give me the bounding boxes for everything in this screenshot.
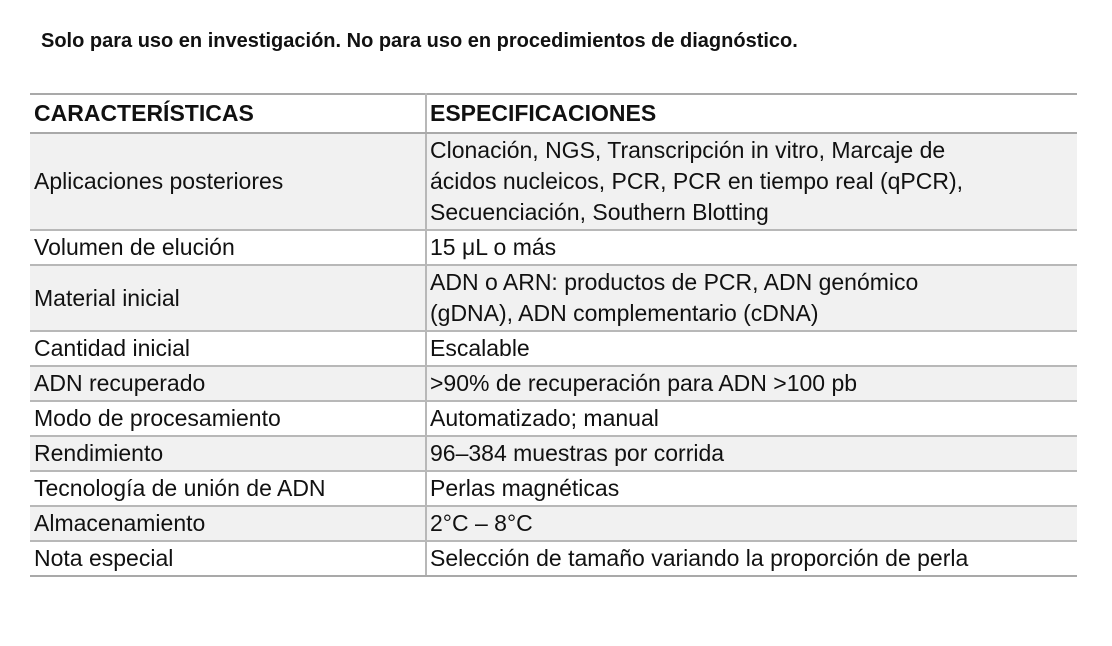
spec-cell	[426, 331, 1077, 366]
spec-cell	[426, 133, 1077, 230]
spec-line: ADN o ARN: productos de PCR, ADN genómico	[430, 269, 919, 295]
table-row	[30, 401, 1077, 436]
feature-cell: Nota especial	[30, 541, 426, 576]
table-row	[30, 541, 1077, 576]
table-row	[30, 471, 1077, 506]
feature-cell: Volumen de elución	[30, 230, 426, 265]
table-row	[30, 506, 1077, 541]
table-row	[30, 366, 1077, 401]
spec-line: 96–384 muestras por corrida	[430, 440, 725, 466]
disclaimer-text: Solo para uso en investigación. No para uso en procedimientos de diagnóstico.	[41, 30, 798, 52]
header-characteristics: CARACTERÍSTICAS	[30, 94, 426, 133]
feature-cell: Aplicaciones posteriores	[30, 133, 426, 230]
feature-cell: Almacenamiento	[30, 506, 426, 541]
spec-cell	[426, 230, 1077, 265]
table-row	[30, 230, 1077, 265]
spec-cell	[426, 506, 1077, 541]
feature-cell: Material inicial	[30, 265, 426, 331]
spec-line: 15 μL o más	[430, 234, 557, 260]
feature-cell: Modo de procesamiento	[30, 401, 426, 436]
feature-cell: Rendimiento	[30, 436, 426, 471]
spec-line: 2°C – 8°C	[430, 510, 533, 536]
spec-line: Clonación, NGS, Transcripción in vitro, Marcaje de	[430, 137, 946, 163]
spec-line: ácidos nucleicos, PCR, PCR en tiempo real (qPCR),	[430, 168, 964, 194]
header-specifications: ESPECIFICACIONES	[426, 94, 1077, 133]
table-row	[30, 331, 1077, 366]
spec-cell	[426, 471, 1077, 506]
spec-line: Selección de tamaño variando la proporción de perla	[430, 545, 969, 571]
spec-cell	[426, 366, 1077, 401]
spec-line: Secuenciación, Southern Blotting	[430, 199, 769, 225]
table-row	[30, 436, 1077, 471]
spec-cell	[426, 401, 1077, 436]
table-body	[30, 133, 1077, 576]
spec-cell	[426, 541, 1077, 576]
table-row	[30, 265, 1077, 331]
spec-line: (gDNA), ADN complementario (cDNA)	[430, 300, 819, 326]
feature-cell: Tecnología de unión de ADN	[30, 471, 426, 506]
feature-cell: Cantidad inicial	[30, 331, 426, 366]
spec-cell	[426, 265, 1077, 331]
table-row	[30, 133, 1077, 230]
spec-cell	[426, 436, 1077, 471]
spec-line: Automatizado; manual	[430, 405, 659, 431]
feature-cell: ADN recuperado	[30, 366, 426, 401]
spec-line: Perlas magnéticas	[430, 475, 620, 501]
spec-line: >90% de recuperación para ADN >100 pb	[430, 370, 858, 396]
table-header-row	[30, 94, 1077, 133]
spec-line: Escalable	[430, 335, 530, 361]
specifications-table	[30, 93, 1077, 577]
